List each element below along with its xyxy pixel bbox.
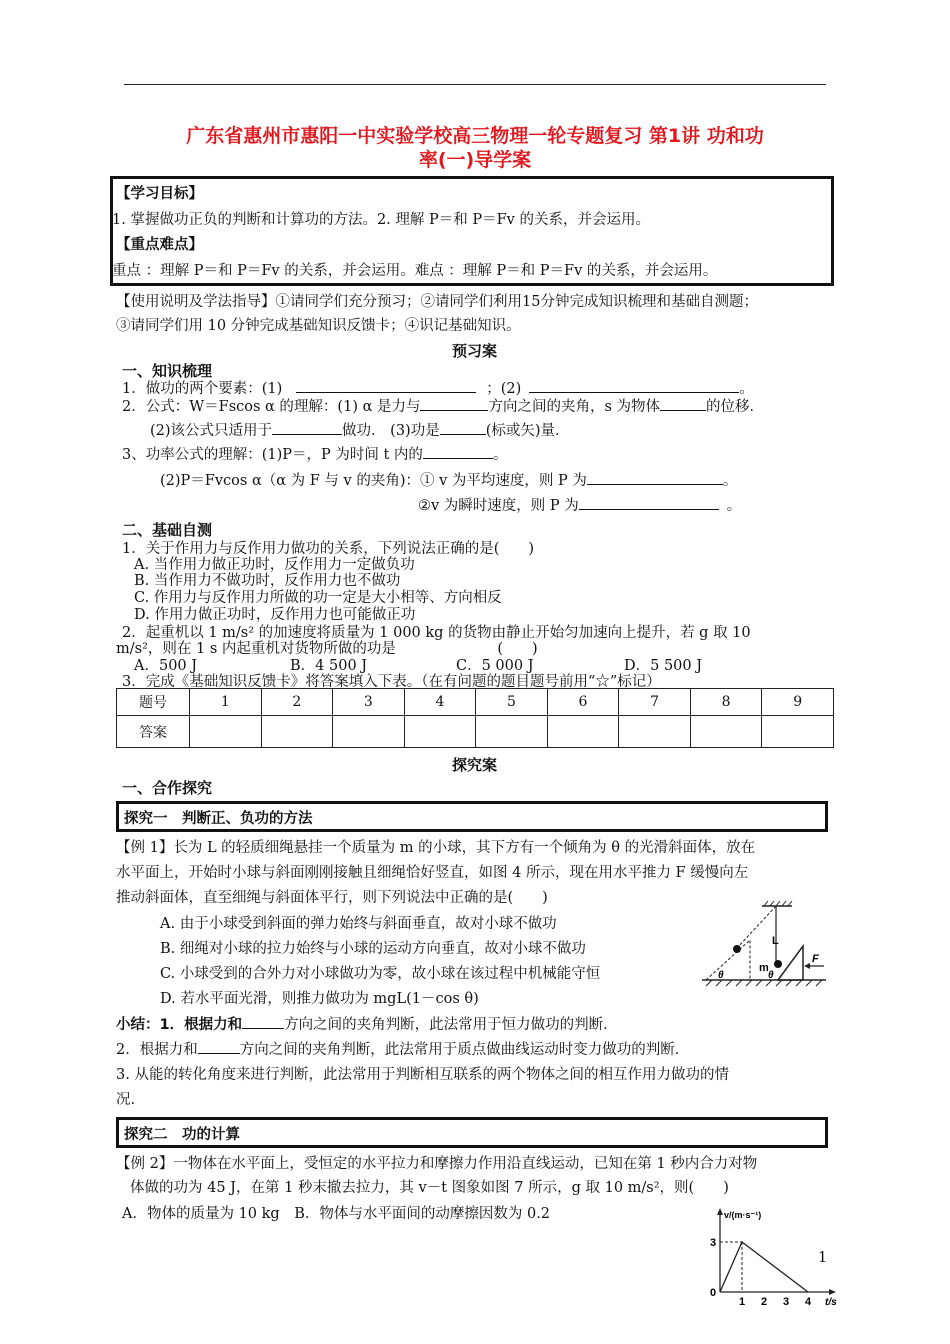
knowledge-line1: 1．做功的两个要素：(1) ；(2) 。 (122, 377, 754, 398)
selftest-heading: 二、基础自测 (122, 521, 213, 539)
selftest-q1: 1．关于作用力与反作用力做功的关系，下列说法正确的是( ) (122, 541, 535, 557)
preview-title: 预习案 (452, 342, 498, 360)
q2-option-d: D．5 500 J (624, 658, 703, 674)
goals-text: 1. 掌握做功正负的判断和计算功的方法。2. 理解 P＝和 P＝Fv 的关系，并会运用。 (112, 212, 650, 228)
q1-option-d: D. 作用力做正功时，反作用力也可能做正功 (134, 607, 416, 623)
ex1-option-b: B. 细绳对小球的拉力始终与小球的运动方向垂直，故对小球不做功 (160, 941, 586, 957)
incline-figure (700, 900, 830, 996)
x-axis-label: t/s (825, 1297, 837, 1306)
keypoints-heading: 【重点难点】 (116, 237, 203, 253)
y-axis-arrow (717, 1208, 723, 1215)
table-num-cell: 6 (547, 689, 619, 716)
example1-line3: 推动斜面体，直至细绳与斜面体平行，则下列说法中正确的是( ) (116, 890, 548, 906)
knowledge-heading: 一、知识梳理 (122, 362, 213, 380)
selftest-q2-line2: m/s²，则在 1 s 内起重机对货物所做的功是 ( ) (116, 641, 538, 657)
table-row (117, 689, 834, 716)
q1-option-c: C. 作用力与反作用力所做的功一定是大小相等、方向相反 (134, 590, 502, 606)
x-tick-1: 1 (739, 1296, 746, 1306)
selftest-q3: 3．完成《基础知识反馈卡》将答案填入下表。（在有问题的题目题号前用“☆”标记） (122, 674, 661, 690)
ex2-option-ab: A．物体的质量为 10 kg B．物体与水平面间的动摩擦因数为 0.2 (122, 1206, 551, 1222)
knowledge-line3: (2)该公式只适用于 做功． (3)功是 (标或矢)量． (150, 419, 570, 440)
q2-option-b: B．4 500 J (290, 658, 368, 674)
example2-line2: 体做的功为 45 J，在第 1 秒末撤去拉力，其 v－t 图象如图 7 所示，g 取 10 m/s²，则( ) (130, 1180, 729, 1196)
summary-line3: 3. 从能的转化角度来进行判断，此法常用于判断相互联系的两个物体之间的相互作用力做功的情 (116, 1067, 729, 1083)
table-num-cell: 1 (190, 689, 262, 716)
knowledge-line5: (2)P＝Fvcos α（α 为 F 与 v 的夹角)：① v 为平均速度，则 P 为 。 (160, 469, 737, 490)
page-title-line2: 率(一)导学案 (418, 149, 532, 171)
usage-line1: 【使用说明及学法指导】①请同学们充分预习；②请同学们利用15分钟完成知识梳理和基础自测题； (116, 294, 758, 310)
coop-heading: 一、合作探究 (122, 779, 213, 797)
string-final (737, 906, 776, 948)
answer-cell[interactable] (619, 716, 691, 748)
table-row (117, 716, 834, 748)
blank-power2[interactable] (587, 470, 723, 485)
label-F: F (812, 953, 819, 965)
table-answer-label: 答案 (117, 716, 190, 748)
label-theta1: θ (718, 970, 724, 981)
answer-cell[interactable] (690, 716, 762, 748)
answer-cell[interactable] (476, 716, 548, 748)
blank-element2[interactable] (529, 378, 739, 393)
x-axis-arrow (829, 1289, 836, 1295)
blank-summary2[interactable] (198, 1039, 240, 1054)
blank-power1[interactable] (423, 444, 493, 459)
selftest-q2-line1: 2．起重机以 1 m/s² 的加速度将质量为 1 000 kg 的货物由静止开始匀加速向上提升，若 g 取 10 (122, 625, 751, 641)
table-num-cell: 7 (619, 689, 691, 716)
explore2-title: 探究二 功的计算 (124, 1127, 240, 1143)
incline-final (706, 940, 750, 980)
table-num-cell: 8 (690, 689, 762, 716)
answer-cell[interactable] (190, 716, 262, 748)
knowledge-line4: 3、功率公式的理解：(1)P＝，P 为时间 t 内的 。 (122, 443, 507, 464)
label-L: L (772, 935, 779, 947)
blank-summary1[interactable] (242, 1014, 284, 1029)
goals-heading: 【学习目标】 (116, 186, 203, 202)
answer-cell[interactable] (333, 716, 405, 748)
summary-line1: 小结：1．根据力和 方向之间的夹角判断，此法常用于恒力做功的判断． (116, 1013, 618, 1034)
label-theta2: θ (768, 970, 774, 981)
table-num-cell: 9 (762, 689, 834, 716)
summary-line2: 2．根据力和 方向之间的夹角判断，此法常用于质点做曲线运动时变力做功的判断． (116, 1038, 689, 1059)
y-tick-3: 3 (710, 1237, 717, 1249)
q1-option-a: A. 当作用力做正功时，反作用力一定做负功 (134, 557, 415, 573)
ex1-option-a: A. 由于小球受到斜面的弹力始终与斜面垂直，故对小球不做功 (160, 916, 557, 932)
table-num-cell: 2 (261, 689, 333, 716)
blank-displacement[interactable] (660, 396, 706, 411)
answer-table (116, 688, 834, 748)
answer-cell[interactable] (404, 716, 476, 748)
ball (774, 960, 782, 968)
table-num-cell: 5 (476, 689, 548, 716)
answer-cell[interactable] (547, 716, 619, 748)
q1-option-b: B. 当作用力不做功时，反作用力也不做功 (134, 573, 401, 589)
x-tick-2: 2 (761, 1296, 768, 1306)
explore-title: 探究案 (452, 756, 498, 774)
origin-label: 0 (710, 1287, 717, 1299)
page-title-line1: 广东省惠州市惠阳一中实验学校高三物理一轮专题复习 第1讲 功和功 (186, 125, 764, 147)
force-arrowhead (804, 963, 810, 969)
vt-line (720, 1242, 808, 1292)
y-axis-label: v/(m·s⁻¹) (724, 1210, 762, 1220)
table-head-cell: 题号 (117, 689, 190, 716)
blank-power3[interactable] (579, 495, 719, 510)
table-num-cell: 3 (333, 689, 405, 716)
table-num-cell: 4 (404, 689, 476, 716)
usage-line2: ③请同学们用 10 分钟完成基础知识反馈卡；④识记基础知识。 (116, 318, 521, 334)
header-rule (124, 84, 826, 85)
answer-cell[interactable] (762, 716, 834, 748)
q2-option-c: C．5 000 J (456, 658, 534, 674)
x-tick-3: 3 (783, 1296, 790, 1306)
summary-line4: 况. (116, 1092, 136, 1108)
example1-line2: 水平面上，开始时小球与斜面刚刚接触且细绳恰好竖直，如图 4 所示，现在用水平推力 F 缓慢向左 (116, 865, 749, 881)
answer-cell[interactable] (261, 716, 333, 748)
example2-line1: 【例 2】一物体在水平面上，受恒定的水平拉力和摩擦力作用沿直线运动，已知在第 1 秒内合力对物 (116, 1156, 758, 1172)
ex1-option-c: C. 小球受到的合外力对小球做功为零，故小球在该过程中机械能守恒 (160, 966, 601, 982)
example1-line1: 【例 1】长为 L 的轻质细绳悬挂一个质量为 m 的小球，其下方有一个倾角为 θ 的光滑斜面体，放在 (116, 840, 756, 856)
blank-element1[interactable] (296, 378, 476, 393)
blank-scalar[interactable] (440, 420, 486, 435)
page-number: 1 (818, 1250, 828, 1266)
ex1-option-d: D. 若水平面光滑，则推力做功为 mgL(1－cos θ) (160, 991, 479, 1007)
knowledge-line2: 2．公式：W＝Fscos α 的理解：(1) α 是力与 方向之间的夹角，s 为物体 的位移． (122, 395, 764, 416)
blank-angle[interactable] (420, 396, 488, 411)
knowledge-line6: ②v 为瞬时速度，则 P 为 。 (418, 494, 741, 515)
blank-applicable[interactable] (272, 420, 342, 435)
x-tick-4: 4 (805, 1296, 812, 1306)
explore1-title: 探究一 判断正、负功的方法 (124, 811, 313, 827)
keypoints-text: 重点 ：理解 P＝和 P＝Fv 的关系，并会运用。难点 ：理解 P＝和 P＝Fv 的关系，并会运用。 (112, 263, 718, 279)
q2-option-a: A．500 J (134, 658, 198, 674)
label-m: m (759, 962, 769, 974)
